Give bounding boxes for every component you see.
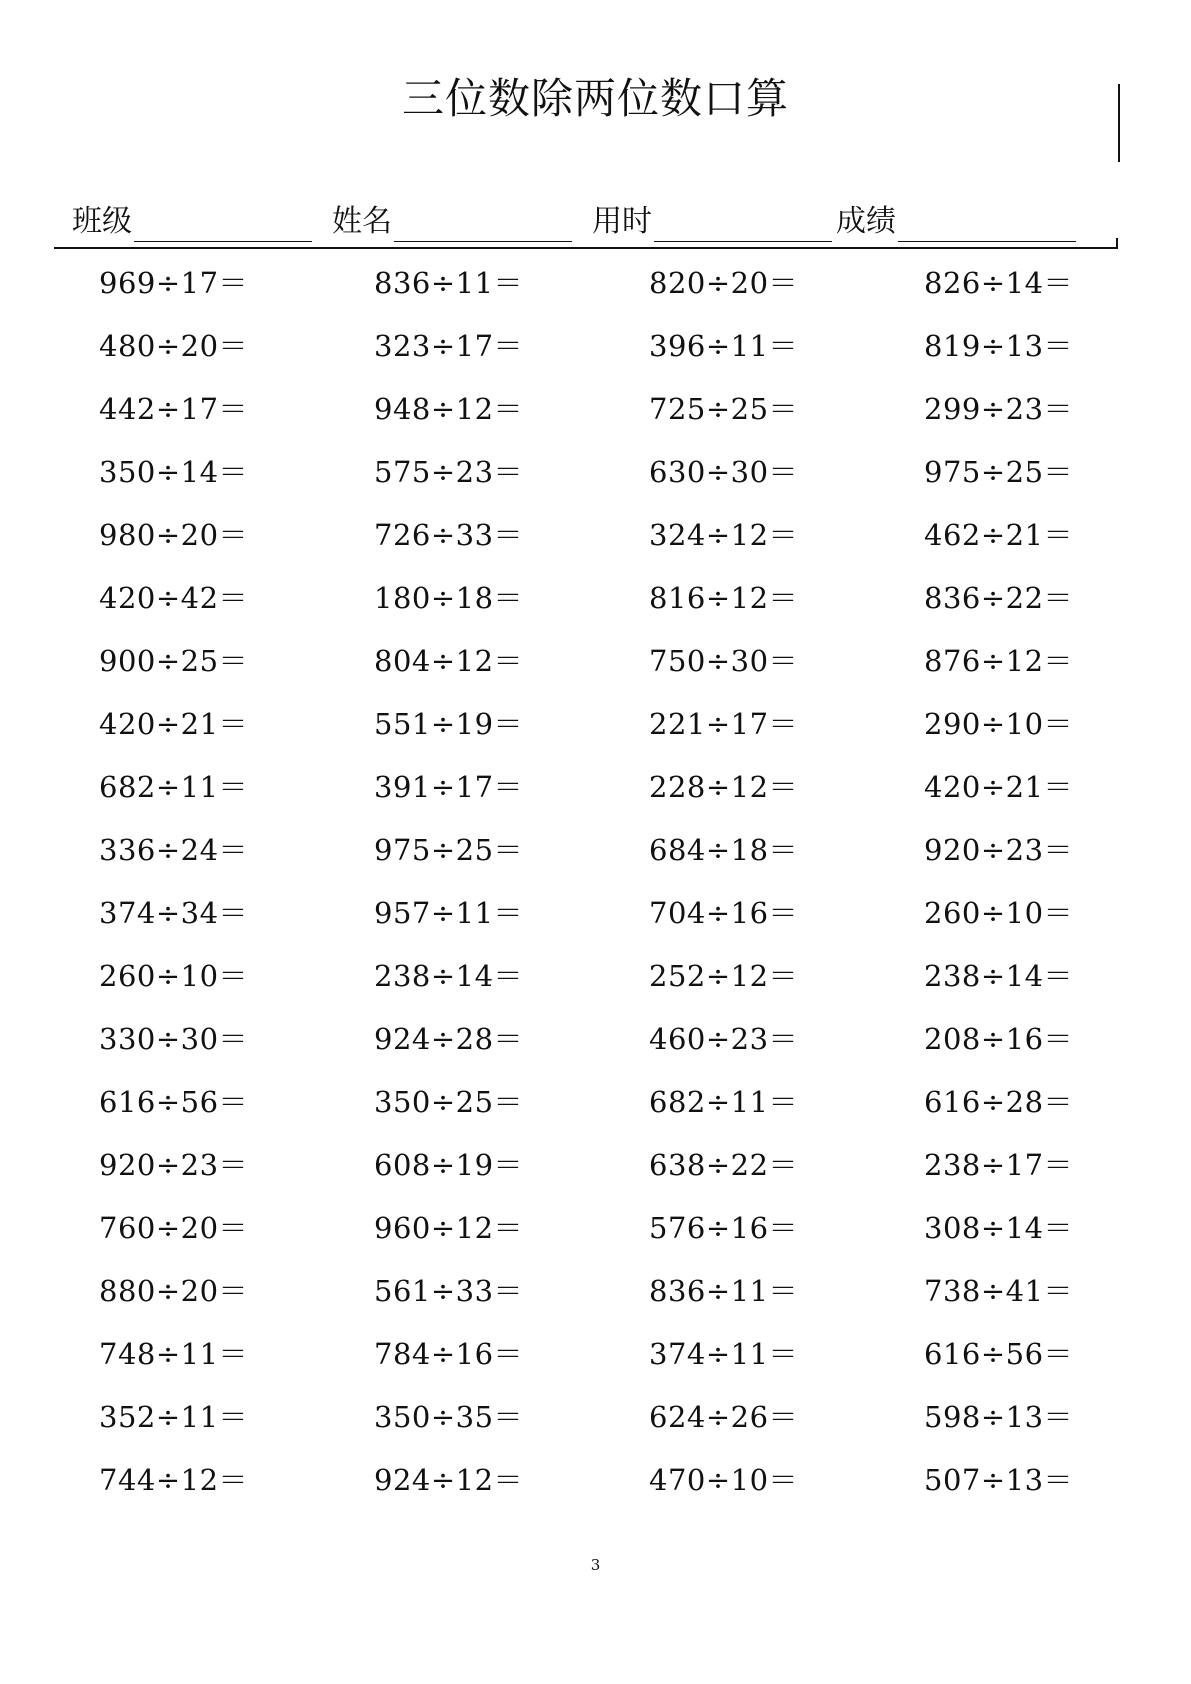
division-problem: 260÷10＝ <box>924 896 1074 930</box>
problem-row <box>0 945 1191 1008</box>
division-problem: 374÷11＝ <box>649 1337 799 1371</box>
time-used-label: 用时 <box>592 204 652 239</box>
problem-row <box>0 1449 1191 1512</box>
problem-row <box>0 756 1191 819</box>
division-problem: 352÷11＝ <box>99 1400 249 1434</box>
time-used-blank[interactable] <box>654 203 832 242</box>
division-problem: 598÷13＝ <box>924 1400 1074 1434</box>
page-number: 3 <box>590 1556 601 1574</box>
division-problem: 684÷18＝ <box>649 833 799 867</box>
division-problem: 836÷11＝ <box>649 1274 799 1308</box>
division-problem: 330÷30＝ <box>99 1022 249 1056</box>
division-problem: 704÷16＝ <box>649 896 799 930</box>
division-problem: 391÷17＝ <box>374 770 524 804</box>
division-problem: 876÷12＝ <box>924 644 1074 678</box>
score-blank[interactable] <box>898 203 1076 242</box>
division-problem: 561÷33＝ <box>374 1274 524 1308</box>
division-problem: 576÷16＝ <box>649 1211 799 1245</box>
division-problem: 820÷20＝ <box>649 266 799 300</box>
division-problem: 682÷11＝ <box>99 770 249 804</box>
problem-row <box>0 315 1191 378</box>
division-problem: 420÷21＝ <box>99 707 249 741</box>
division-problem: 630÷30＝ <box>649 455 799 489</box>
problem-row <box>0 819 1191 882</box>
problem-row <box>0 1197 1191 1260</box>
division-problem: 238÷14＝ <box>924 959 1074 993</box>
division-problem: 836÷22＝ <box>924 581 1074 615</box>
division-problem: 551÷19＝ <box>374 707 524 741</box>
division-problem: 442÷17＝ <box>99 392 249 426</box>
division-problem: 980÷20＝ <box>99 518 249 552</box>
division-problem: 470÷10＝ <box>649 1463 799 1497</box>
division-problem: 575÷23＝ <box>374 455 524 489</box>
division-problem: 957÷11＝ <box>374 896 524 930</box>
header-divider-tick <box>1116 238 1118 248</box>
problem-row <box>0 1260 1191 1323</box>
division-problem: 819÷13＝ <box>924 329 1074 363</box>
division-problem: 396÷11＝ <box>649 329 799 363</box>
division-problem: 616÷28＝ <box>924 1085 1074 1119</box>
name-label: 姓名 <box>332 204 392 239</box>
problem-row <box>0 1386 1191 1449</box>
division-problem: 826÷14＝ <box>924 266 1074 300</box>
division-problem: 507÷13＝ <box>924 1463 1074 1497</box>
division-problem: 624÷26＝ <box>649 1400 799 1434</box>
division-problem: 725÷25＝ <box>649 392 799 426</box>
problem-row <box>0 252 1191 315</box>
header-divider <box>54 247 1118 249</box>
name-field <box>332 196 572 242</box>
division-problem: 299÷23＝ <box>924 392 1074 426</box>
problem-row <box>0 1071 1191 1134</box>
division-problem: 948÷12＝ <box>374 392 524 426</box>
division-problem: 228÷12＝ <box>649 770 799 804</box>
division-problem: 374÷34＝ <box>99 896 249 930</box>
division-problem: 880÷20＝ <box>99 1274 249 1308</box>
class-blank[interactable] <box>134 203 312 242</box>
division-problem: 682÷11＝ <box>649 1085 799 1119</box>
division-problem: 900÷25＝ <box>99 644 249 678</box>
division-problem: 324÷12＝ <box>649 518 799 552</box>
division-problem: 180÷18＝ <box>374 581 524 615</box>
division-problem: 616÷56＝ <box>99 1085 249 1119</box>
problem-row <box>0 1008 1191 1071</box>
division-problem: 460÷23＝ <box>649 1022 799 1056</box>
division-problem: 290÷10＝ <box>924 707 1074 741</box>
division-problem: 260÷10＝ <box>99 959 249 993</box>
division-problem: 252÷12＝ <box>649 959 799 993</box>
division-problem: 924÷28＝ <box>374 1022 524 1056</box>
division-problem: 221÷17＝ <box>649 707 799 741</box>
problem-row <box>0 1134 1191 1197</box>
division-problem: 616÷56＝ <box>924 1337 1074 1371</box>
division-problem: 638÷22＝ <box>649 1148 799 1182</box>
division-problem: 744÷12＝ <box>99 1463 249 1497</box>
division-problem: 738÷41＝ <box>924 1274 1074 1308</box>
division-problem: 748÷11＝ <box>99 1337 249 1371</box>
division-problem: 420÷42＝ <box>99 581 249 615</box>
division-problem: 836÷11＝ <box>374 266 524 300</box>
problem-grid <box>0 252 1191 1512</box>
name-blank[interactable] <box>394 203 572 242</box>
problem-row <box>0 504 1191 567</box>
division-problem: 804÷12＝ <box>374 644 524 678</box>
division-problem: 816÷12＝ <box>649 581 799 615</box>
score-field <box>836 196 1076 242</box>
division-problem: 323÷17＝ <box>374 329 524 363</box>
student-info-row <box>72 196 1072 242</box>
division-problem: 238÷14＝ <box>374 959 524 993</box>
time-used-field <box>592 196 832 242</box>
division-problem: 350÷25＝ <box>374 1085 524 1119</box>
division-problem: 920÷23＝ <box>924 833 1074 867</box>
division-problem: 726÷33＝ <box>374 518 524 552</box>
division-problem: 975÷25＝ <box>374 833 524 867</box>
division-problem: 238÷17＝ <box>924 1148 1074 1182</box>
division-problem: 784÷16＝ <box>374 1337 524 1371</box>
class-label: 班级 <box>72 204 132 239</box>
problem-row <box>0 1323 1191 1386</box>
margin-mark <box>1118 84 1120 162</box>
division-problem: 750÷30＝ <box>649 644 799 678</box>
division-problem: 420÷21＝ <box>924 770 1074 804</box>
problem-row <box>0 378 1191 441</box>
division-problem: 924÷12＝ <box>374 1463 524 1497</box>
class-field <box>72 196 312 242</box>
division-problem: 969÷17＝ <box>99 266 249 300</box>
score-label: 成绩 <box>836 204 896 239</box>
division-problem: 336÷24＝ <box>99 833 249 867</box>
division-problem: 920÷23＝ <box>99 1148 249 1182</box>
problem-row <box>0 693 1191 756</box>
problem-row <box>0 630 1191 693</box>
division-problem: 350÷14＝ <box>99 455 249 489</box>
division-problem: 960÷12＝ <box>374 1211 524 1245</box>
page-title: 三位数除两位数口算 <box>401 74 789 123</box>
problem-row <box>0 567 1191 630</box>
problem-row <box>0 882 1191 945</box>
division-problem: 975÷25＝ <box>924 455 1074 489</box>
division-problem: 308÷14＝ <box>924 1211 1074 1245</box>
problem-row <box>0 441 1191 504</box>
division-problem: 760÷20＝ <box>99 1211 249 1245</box>
division-problem: 480÷20＝ <box>99 329 249 363</box>
division-problem: 350÷35＝ <box>374 1400 524 1434</box>
division-problem: 462÷21＝ <box>924 518 1074 552</box>
division-problem: 208÷16＝ <box>924 1022 1074 1056</box>
division-problem: 608÷19＝ <box>374 1148 524 1182</box>
